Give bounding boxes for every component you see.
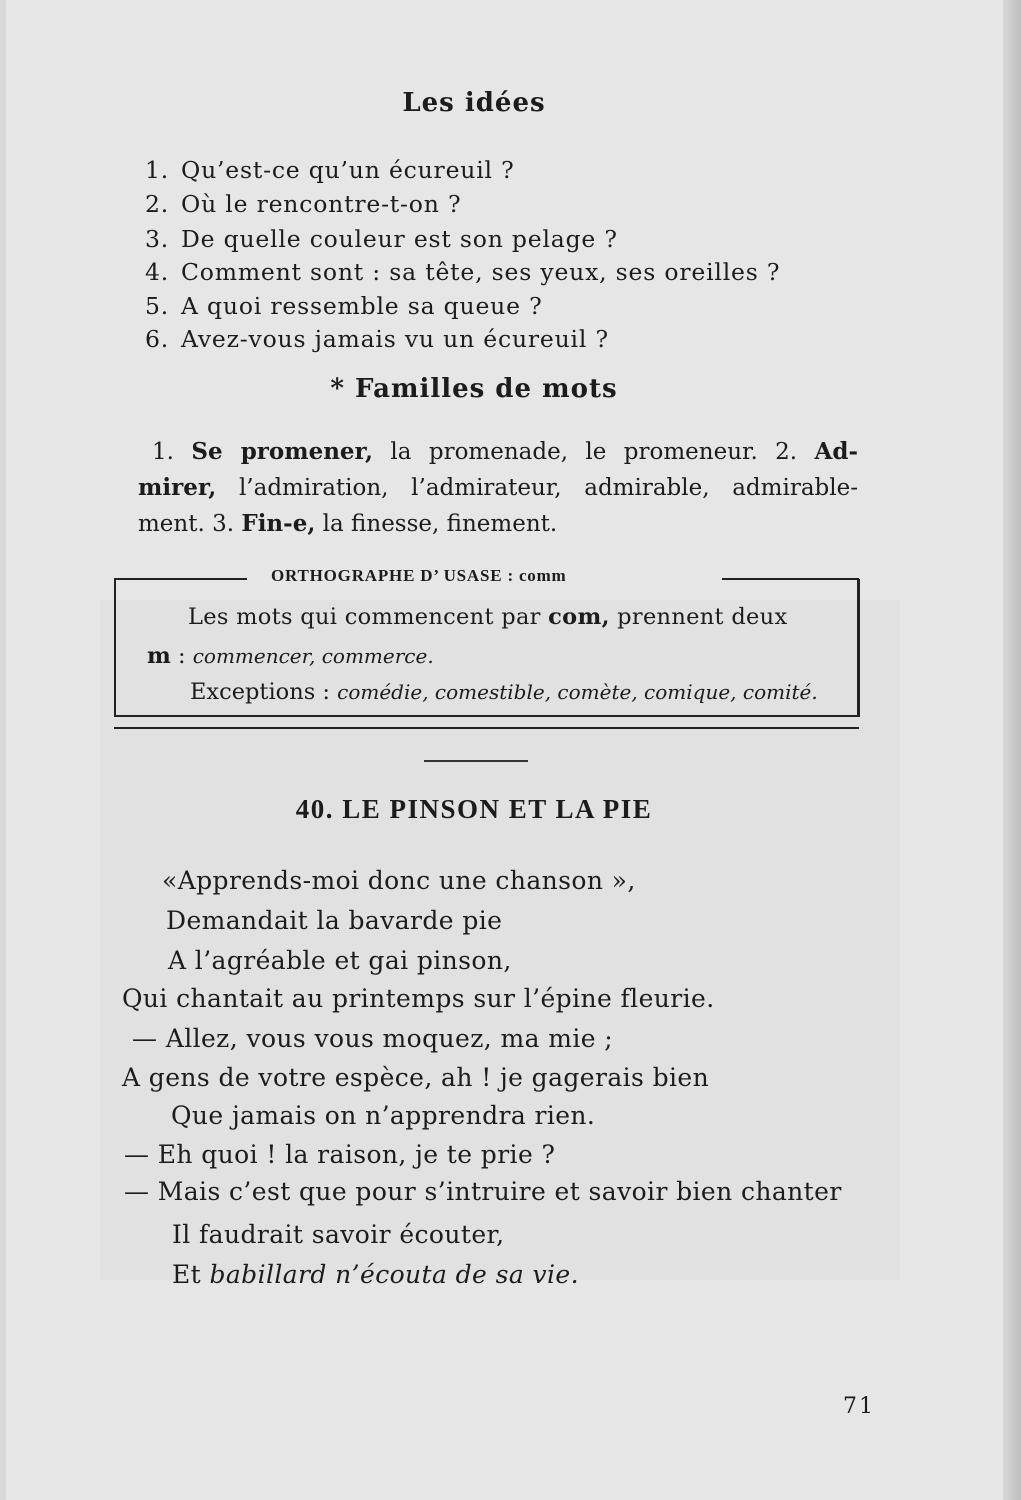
poem-title: 40. LE PINSON ET LA PIE xyxy=(295,794,653,824)
question-item: 5. A quoi ressemble sa queue ? xyxy=(145,292,543,320)
page-number: 71 xyxy=(843,1394,875,1419)
families-line: 1. Se promener, la promenade, le promeneur. 2. Ad- xyxy=(152,438,858,465)
question-item: 2. Où le rencontre-t-on ? xyxy=(145,190,462,218)
orthographe-examples-line: m : commencer, commerce. xyxy=(147,643,434,669)
heading-rule-left xyxy=(114,578,247,580)
page-edge-left xyxy=(0,0,6,1500)
orthographe-rule-line: Les mots qui commencent par com, prennent deux xyxy=(188,604,788,630)
poem-line: Et babillard n’écouta de sa vie. xyxy=(172,1260,579,1289)
heading-rule-right xyxy=(722,578,859,580)
orthographe-heading-label: ORTHOGRAPHE D’ USASE : comm xyxy=(271,566,567,585)
poem-line: Demandait la bavarde pie xyxy=(166,906,503,935)
orthographe-box-underline xyxy=(114,727,859,729)
orthographe-heading xyxy=(114,566,859,590)
poem-line: A gens de votre espèce, ah ! je gagerais bien xyxy=(122,1063,710,1092)
poem-line: A l’agréable et gai pinson, xyxy=(168,946,512,975)
poem-line: Il faudrait savoir écouter, xyxy=(172,1220,505,1249)
poem-line: «Apprends-moi donc une chanson », xyxy=(162,866,636,895)
question-item: 3. De quelle couleur est son pelage ? xyxy=(145,225,618,253)
question-item: 4. Comment sont : sa tête, ses yeux, ses oreilles ? xyxy=(145,258,781,286)
orthographe-exceptions-line: Exceptions : comédie, comestible, comète, comique, comité. xyxy=(190,679,818,705)
poem-line: — Eh quoi ! la raison, je te prie ? xyxy=(124,1140,556,1169)
families-line: ment. 3. Fin-e, la finesse, finement. xyxy=(138,510,558,537)
question-item: 6. Avez-vous jamais vu un écureuil ? xyxy=(145,325,609,353)
poem-line: Que jamais on n’apprendra rien. xyxy=(171,1101,596,1130)
page-edge-right xyxy=(1003,0,1021,1500)
poem-line: — Mais c’est que pour s’intruire et savoir bien chanter xyxy=(124,1177,842,1206)
question-item: 1. Qu’est-ce qu’un écureuil ? xyxy=(145,156,515,184)
ideas-title: Les idées xyxy=(402,88,546,118)
poem-line: Qui chantait au printemps sur l’épine fleurie. xyxy=(122,984,715,1013)
families-line: mirer, l’admiration, l’admirateur, admirable, admirable- xyxy=(138,474,858,501)
families-title: * Familles de mots xyxy=(330,374,618,404)
poem-line: — Allez, vous vous moquez, ma mie ; xyxy=(132,1024,614,1053)
families-paragraph xyxy=(138,434,858,542)
section-separator xyxy=(424,760,528,762)
